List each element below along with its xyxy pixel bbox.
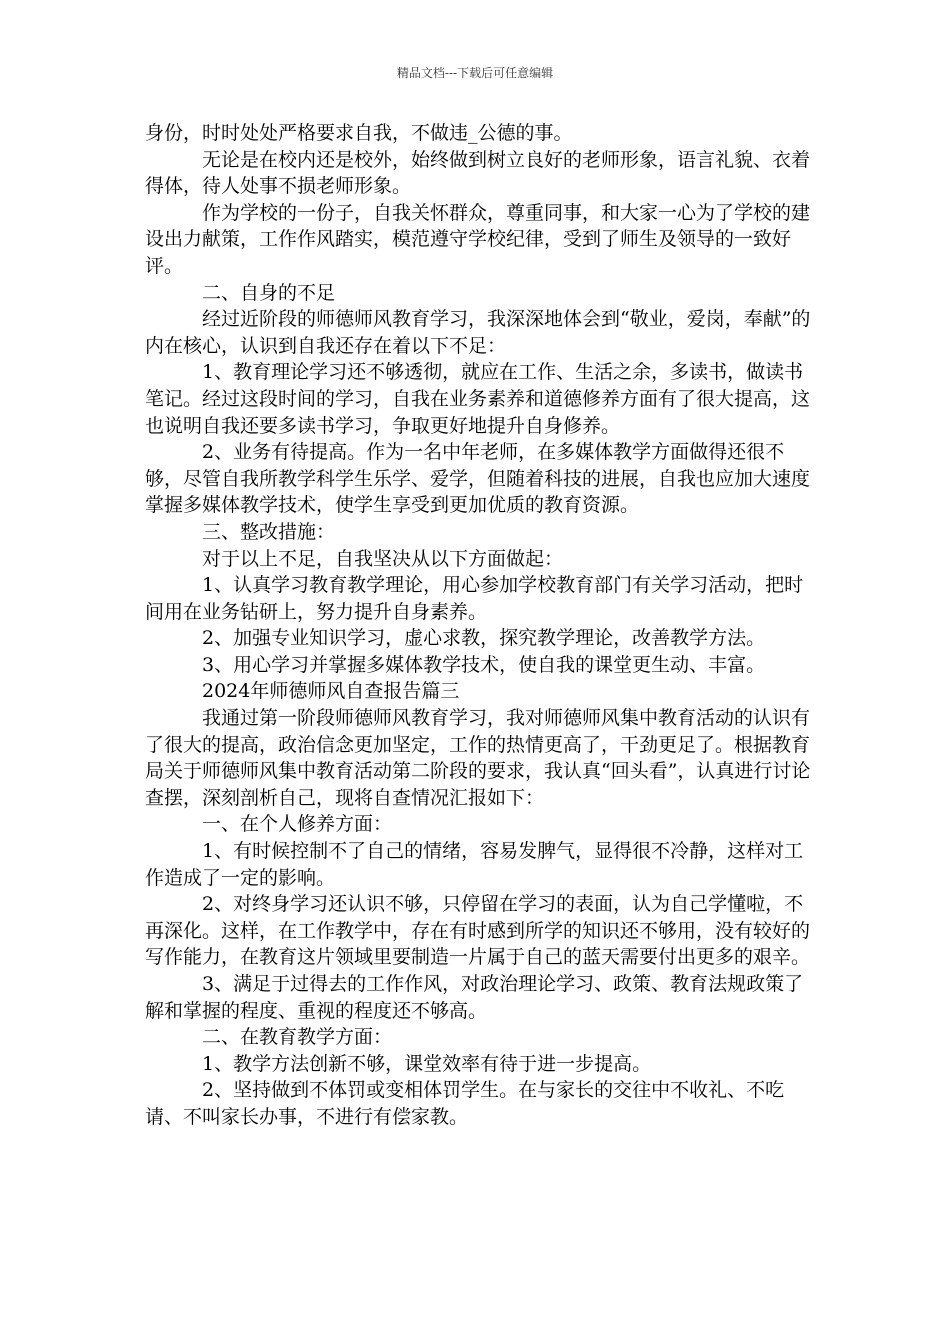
section-heading: 二、在教育教学方面：: [202, 1026, 393, 1049]
list-item: 2、坚持做到不体罚或变相体罚学生。在与家长的交往中不收礼、不吃请、不叫家长办事，不进行有偿家教。: [145, 1079, 785, 1128]
section-heading: 三、整改措施：: [202, 520, 336, 543]
document-title: 2024年师德师风自查报告篇三: [202, 680, 460, 703]
list-item: 1、有时候控制不了自己的情绪，容易发脾气，显得很不冷静，这样对工作造成了一定的影响。: [145, 840, 804, 889]
page-header: 精品文档---下载后可任意编辑: [396, 66, 554, 80]
paragraph: 作为学校的一份子，自我关怀群众，尊重同事，和大家一心为了学校的建设出力献策，工作作风踏实，模范遵守学校纪律，受到了师生及领导的一致好评。: [145, 201, 811, 277]
list-item: 2、业务有待提高。作为一名中年老师，在多媒体教学方面做得还很不够，尽管自我所教学科学生乐学、爱学，但随着科技的进展，自我也应加大速度掌握多媒体教学技术，使学生享受到更加优质的教育资源。: [145, 441, 811, 517]
paragraph: 我通过第一阶段师德师风教育学习，我对师德师风集中教育活动的认识有了很大的提高，政治信念更加坚定，工作的热情更高了，干劲更足了。根据教育局关于师德师风集中教育活动第二阶段的要求，我认真“回头看”，认真进行讨论查摆，深刻剖析自己，现将自查情况汇报如下：: [145, 707, 811, 809]
list-item: 1、教学方法创新不够，课堂效率有待于进一步提高。: [202, 1052, 652, 1075]
list-item: 2、对终身学习还认识不够，只停留在学习的表面，认为自己学懂啦，不再深化。这样，在工作教学中，存在有时感到所学的知识还不够用，没有较好的写作能力，在教育这片领域里要制造一片属于自己的蓝天需要付出更多的艰辛。: [145, 893, 811, 969]
document-body: [145, 120, 815, 1131]
section-heading: 二、自身的不足: [202, 281, 336, 304]
list-item: 1、认真学习教育教学理论，用心参加学校教育部门有关学习活动，把时间用在业务钻研上，努力提升自身素养。: [145, 574, 804, 623]
list-item: 3、用心学习并掌握多媒体教学技术，使自我的课堂更生动、丰富。: [202, 653, 766, 676]
list-item: 3、满足于过得去的工作作风，对政治理论学习、政策、教育法规政策了解和掌握的程度、重视的程度还不够高。: [145, 973, 804, 1022]
list-item: 1、教育理论学习还不够透彻，就应在工作、生活之余，多读书，做读书笔记。经过这段时间的学习，自我在业务素养和道德修养方面有了很大提高，这也说明自我还要多读书学习，争取更好地提升自身修养。: [145, 361, 811, 437]
paragraph: 经过近阶段的师德师风教育学习，我深深地体会到“敬业，爱岗，奉献”的内在核心，认识到自我还存在着以下不足：: [145, 308, 811, 357]
section-heading: 一、在个人修养方面：: [202, 813, 393, 836]
list-item: 2、加强专业知识学习，虚心求教，探究教学理论，改善教学方法。: [202, 627, 766, 650]
paragraph: 无论是在校内还是校外，始终做到树立良好的老师形象，语言礼貌、衣着得体，待人处事不损老师形象。: [145, 148, 811, 198]
paragraph: 对于以上不足，自我坚决从以下方面做起：: [202, 547, 564, 570]
paragraph: 身份，时时处处严格要求自我，不做违_公德的事。: [145, 122, 573, 144]
